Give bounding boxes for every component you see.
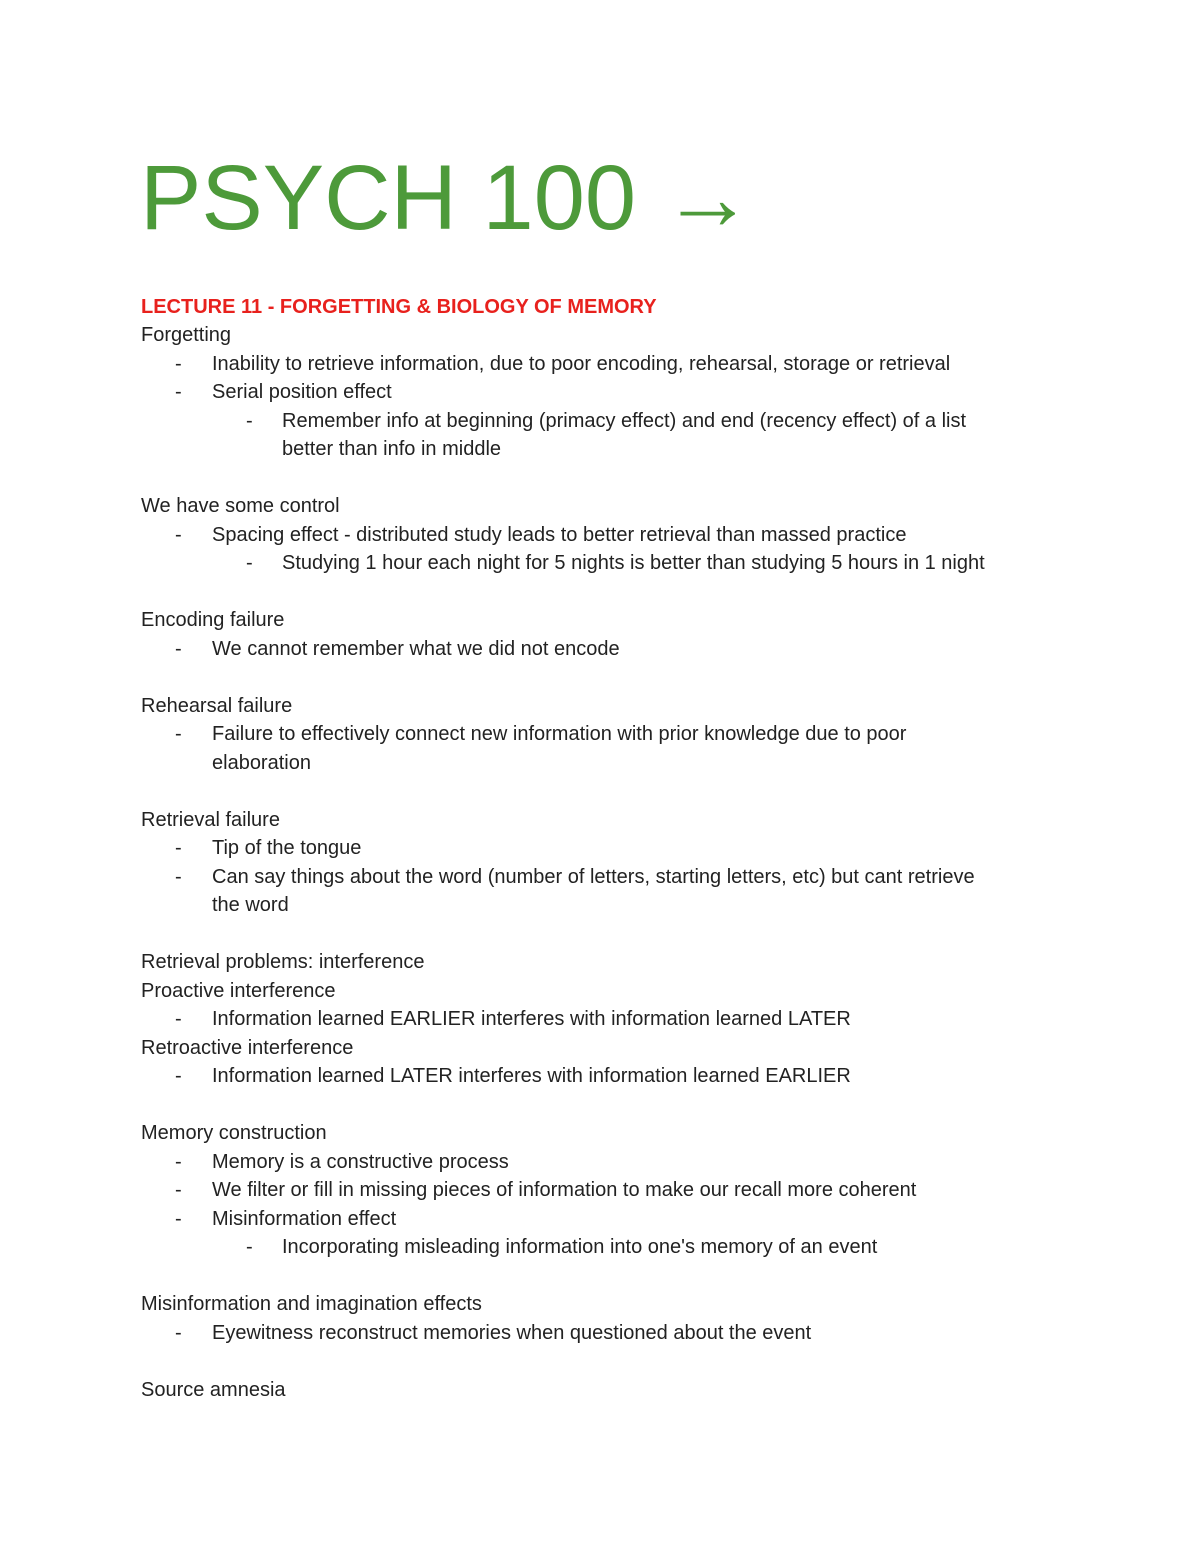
- bullet-dash: -: [175, 1065, 182, 1087]
- line-text: Memory is a constructive process: [212, 1150, 509, 1173]
- bullet-dash: -: [175, 865, 182, 888]
- bullet-dash: -: [175, 1008, 182, 1030]
- sub-bullet-item: [141, 549, 1061, 578]
- line-text: Information learned EARLIER interferes with information learned LATER: [212, 1008, 851, 1030]
- bullet-dash: -: [175, 637, 182, 660]
- bullet-item: [141, 1005, 1061, 1034]
- bullet-item: [141, 1176, 1061, 1205]
- line-text: We filter or fill in missing pieces of information to make our recall more coherent: [212, 1179, 917, 1201]
- line-text: Spacing effect - distributed study leads to better retrieval than massed practice: [212, 523, 907, 546]
- section-heading: [141, 1376, 1061, 1405]
- line-text: better than info in middle: [282, 438, 502, 460]
- line-text: Tip of the tongue: [212, 837, 362, 859]
- bullet-dash: -: [175, 1207, 182, 1230]
- bullet-dash: -: [246, 552, 253, 574]
- section-heading: [141, 948, 1061, 977]
- line-text: We cannot remember what we did not encode: [212, 637, 620, 660]
- line-text: We have some control: [141, 495, 340, 517]
- sub-bullet-item: [141, 407, 1061, 436]
- bullet-dash: -: [175, 837, 182, 859]
- section-heading: [141, 606, 1061, 635]
- bullet-dash: -: [175, 523, 182, 546]
- line-text: Proactive interference: [141, 979, 336, 1002]
- line-text: Information learned LATER interferes with information learned EARLIER: [212, 1065, 851, 1087]
- bullet-item: [141, 635, 1061, 664]
- document-title: PSYCH 100 →: [140, 147, 754, 249]
- blank-line: [141, 663, 1061, 692]
- blank-line: [141, 578, 1061, 607]
- bullet-dash: -: [175, 1321, 182, 1344]
- bullet-item: [141, 1319, 1061, 1348]
- bullet-item: [141, 834, 1061, 863]
- bullet-item: [141, 1062, 1061, 1091]
- bullet-item: [141, 863, 1061, 892]
- blank-line: [141, 464, 1061, 493]
- section-heading: [141, 806, 1061, 835]
- section-heading: [141, 321, 1061, 350]
- line-text: Misinformation effect: [212, 1207, 397, 1230]
- bullet-dash: -: [246, 409, 253, 432]
- bullet-item: [141, 378, 1061, 407]
- line-text: Retroactive interference: [141, 1036, 354, 1059]
- bullet-item: [141, 720, 1061, 749]
- line-text: Serial position effect: [212, 381, 392, 403]
- bullet-continuation: [141, 435, 1061, 464]
- blank-line: [141, 1347, 1061, 1376]
- bullet-item: [141, 1148, 1061, 1177]
- bullet-continuation: [141, 891, 1061, 920]
- line-text: Incorporating misleading information into one's memory of an event: [282, 1236, 878, 1258]
- line-text: Remember info at beginning (primacy effect) and end (recency effect) of a list: [282, 409, 967, 432]
- bullet-dash: -: [175, 1179, 182, 1201]
- line-text: Can say things about the word (number of letters, starting letters, etc) but cant retrieve: [212, 865, 975, 888]
- bullet-dash: -: [175, 1150, 182, 1173]
- bullet-dash: -: [246, 1236, 253, 1258]
- line-text: Eyewitness reconstruct memories when questioned about the event: [212, 1321, 812, 1344]
- blank-line: [141, 1091, 1061, 1120]
- section-heading: [141, 1290, 1061, 1319]
- line-text: Memory construction: [141, 1122, 327, 1144]
- bullet-dash: -: [175, 381, 182, 403]
- line-text: Misinformation and imagination effects: [141, 1293, 482, 1315]
- bullet-dash: -: [175, 352, 182, 375]
- section-heading: [141, 1034, 1061, 1063]
- notes-body: [141, 321, 1061, 1404]
- line-text: Encoding failure: [141, 609, 285, 631]
- line-text: the word: [212, 894, 289, 916]
- line-text: Inability to retrieve information, due to poor encoding, rehearsal, storage or retrieval: [212, 352, 951, 375]
- lecture-heading: LECTURE 11 - FORGETTING & BIOLOGY OF MEMORY: [141, 296, 657, 318]
- sub-bullet-item: [141, 1233, 1061, 1262]
- section-heading: [141, 1119, 1061, 1148]
- blank-line: [141, 777, 1061, 806]
- line-text: Forgetting: [141, 324, 232, 346]
- bullet-item: [141, 350, 1061, 379]
- line-text: elaboration: [212, 751, 311, 774]
- line-text: Studying 1 hour each night for 5 nights is better than studying 5 hours in 1 night: [282, 552, 985, 574]
- line-text: Retrieval problems: interference: [141, 951, 425, 973]
- bullet-item: [141, 521, 1061, 550]
- section-heading: [141, 977, 1061, 1006]
- line-text: Source amnesia: [141, 1378, 286, 1401]
- bullet-dash: -: [175, 723, 182, 745]
- bullet-continuation: [141, 749, 1061, 778]
- section-heading: [141, 692, 1061, 721]
- bullet-item: [141, 1205, 1061, 1234]
- line-text: Rehearsal failure: [141, 694, 293, 717]
- blank-line: [141, 920, 1061, 949]
- line-text: Retrieval failure: [141, 808, 280, 831]
- line-text: Failure to effectively connect new information with prior knowledge due to poor: [212, 723, 907, 745]
- blank-line: [141, 1262, 1061, 1291]
- section-heading: [141, 492, 1061, 521]
